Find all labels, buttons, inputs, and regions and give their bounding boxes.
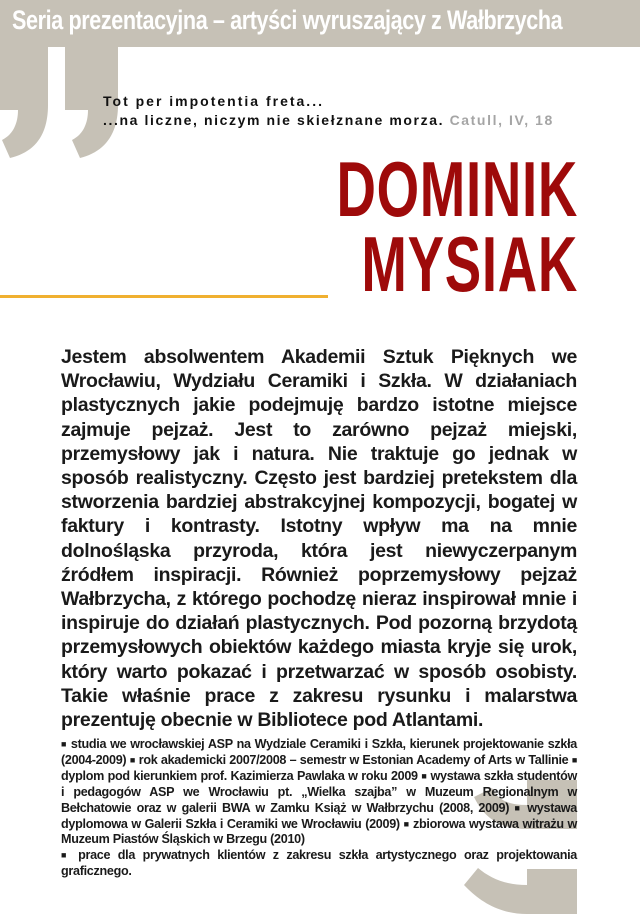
artist-bio: Jestem absolwentem Akademii Sztuk Pięknych we Wrocławiu, Wydziału Ceramiki i Szkła. W działaniach plastycznych jakie podejmuję bardzo istotne miejsce zajmuje pejzaż. Jest to zarówno pejzaż miejski, przemysłowy jak i natura. Nie traktuje go jednak w sposób realistyczny. Często jest bardziej pretekstem dla stworzenia bardziej abstrakcyjnej kompozycji, bogatej w faktury i kontrasty. Istotny wpływ ma na mnie dolnośląska przyroda, która jest niewyczerpanym źródłem inspiracji. Również poprzemysłowy pejzaż Wałbrzycha, z którego pochodzę nieraz inspirował mnie i inspiruje do działań plastycznych. Pod pozorną brzydotą przemysłowych obiektów każdego miasta kryje się urok, który warto pokazać i przetwarzać w sposób osobisty. Takie właśnie prace z zakresu rysunku i malarstwa prezentuję obecnie w Bibliotece pod Atlantami. (61, 346, 577, 732)
bullet-icon: ■ (61, 850, 71, 861)
bullet-icon: ■ (129, 754, 136, 765)
bullet-icon: ■ (571, 754, 578, 765)
bullet-icon: ■ (403, 818, 410, 829)
cv-item: zbiorowa wystawa witrażu w Muzeum Piastów Śląskich w Brzegu (2010) (61, 816, 577, 847)
cv-item: studia we wrocławskiej ASP na Wydziale Ceramiki i Szkła, kierunek projektowanie szkła (2004-2009) (61, 737, 578, 767)
series-title: Seria prezentacyjna – artyści wyruszający z Wałbrzycha (12, 5, 563, 35)
motto-line-1: Tot per impotentia freta... (103, 93, 324, 109)
bullet-icon: ■ (421, 770, 427, 781)
cv-list (61, 737, 577, 880)
cv-item: rok akademicki 2007/2008 – semestr w Estonian Academy of Arts w Tallinie (138, 752, 569, 767)
cv-item: prace dla prywatnych klientów z zakresu szkła artystycznego oraz projektowania graficznego. (61, 848, 577, 879)
bullet-icon: ■ (61, 739, 67, 749)
cv-item: wystawa dyplomowa w Galerii Szkła i Ceramiki we Wrocławiu (2009) (61, 800, 577, 831)
cv-item: dyplom pod kierunkiem prof. Kazimierza Pawlaka w roku 2009 (61, 768, 418, 783)
artist-last-name: MYSIAK (361, 220, 578, 308)
cv-item: wystawa szkła studentów i pedagogów ASP we Wrocławiu pt. „Wielka szajba” w Muzeum Regionalnym w Bełchatowie oraz w galerii BWA w Zamku Książ w Wałbrzychu (2008, 2009) (61, 768, 578, 815)
artist-first-name: DOMINIK (336, 145, 578, 233)
motto-source: Catull, IV, 18 (449, 112, 554, 128)
motto-line-2-text: ...na liczne, niczym nie skiełznane morza. (103, 112, 445, 128)
bullet-icon: ■ (514, 802, 522, 813)
